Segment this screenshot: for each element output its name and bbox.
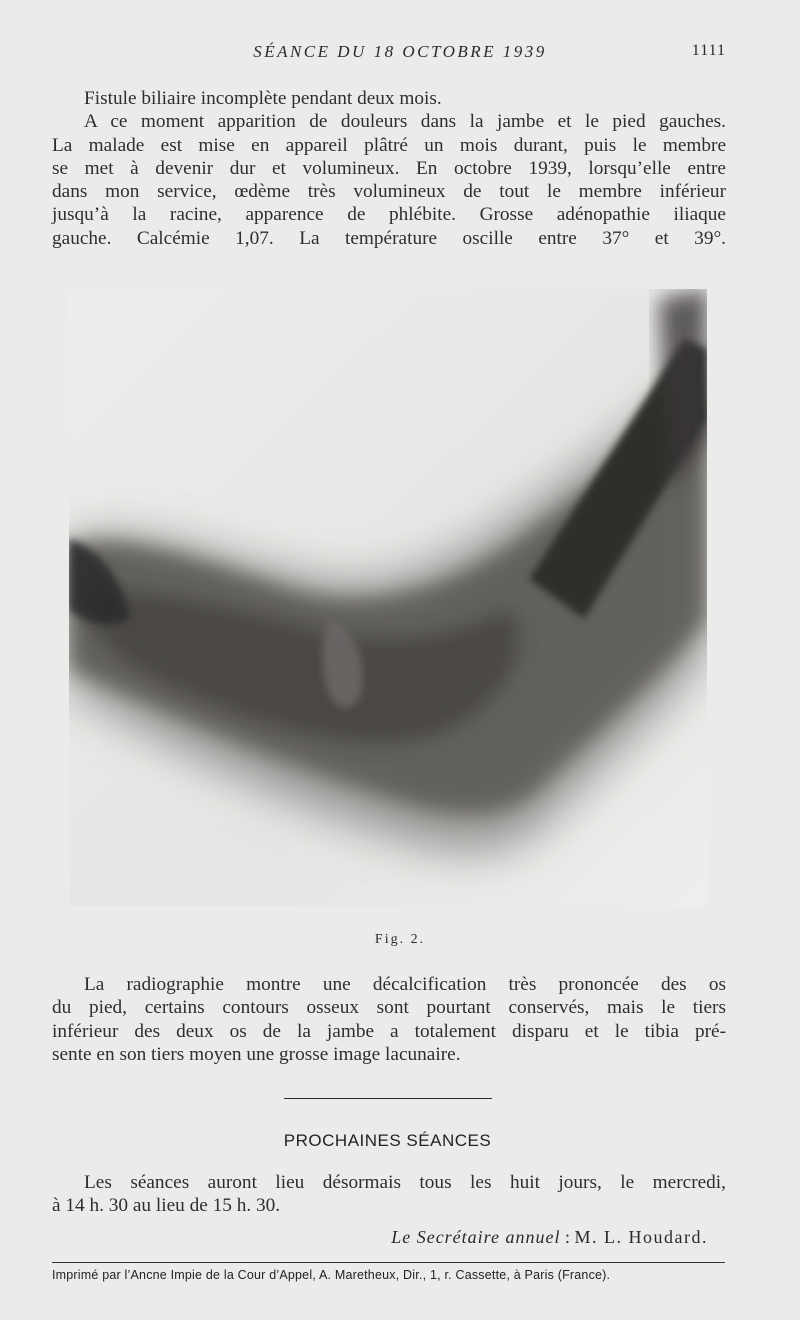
signature-name: M. L. Houdard. xyxy=(574,1227,708,1247)
figure-caption: Fig. 2. xyxy=(374,932,426,947)
signature xyxy=(391,1227,708,1248)
text-line: Fistule biliaire incomplète pendant deux mois. xyxy=(84,88,442,109)
radiograph-description-paragraph xyxy=(52,973,726,1066)
text-line: jusqu’à la racine, apparence de phlébite. Grosse adénopathie iliaque xyxy=(52,204,726,226)
running-title: SÉANCE DU 18 OCTOBRE 1939 xyxy=(253,42,547,61)
case-history-paragraph xyxy=(52,87,726,250)
text-line: du pied, certains contours osseux sont pourtant conservés, mais le tiers xyxy=(52,997,726,1019)
next-sessions-paragraph xyxy=(52,1171,726,1218)
section-heading: PROCHAINES SÉANCES xyxy=(283,1131,492,1150)
footer-rule xyxy=(52,1262,725,1263)
section-divider xyxy=(284,1098,492,1099)
radiograph-image xyxy=(69,289,707,906)
printer-imprint: Imprimé par l’Ancne Impie de la Cour d’Appel, A. Maretheux, Dir., 1, r. Cassette, à Paris (France). xyxy=(52,1268,611,1282)
text-line: La malade est mise en appareil plâtré un mois durant, puis le membre xyxy=(52,134,726,156)
text-line: La radiographie montre une décalcification très prononcée des os xyxy=(84,974,726,995)
text-line: dans mon service, œdème très volumineux de tout le membre inférieur xyxy=(52,181,726,203)
page-number: 1111 xyxy=(691,42,726,59)
text-line: se met à devenir dur et volumineux. En octobre 1939, lorsqu’elle entre xyxy=(52,157,726,179)
text-line: gauche. Calcémie 1,07. La température oscille entre 37° et 39°. xyxy=(52,227,726,249)
text-line: sente en son tiers moyen une grosse image lacunaire. xyxy=(52,1043,461,1065)
running-head xyxy=(0,40,800,66)
signature-separator: : xyxy=(560,1227,575,1247)
text-line: inférieur des deux os de la jambe a totalement disparu et le tibia pré- xyxy=(52,1020,726,1042)
text-line: A ce moment apparition de douleurs dans la jambe et le pied gauches. xyxy=(84,111,726,133)
radiograph-figure xyxy=(69,289,707,906)
signature-role: Le Secrétaire annuel xyxy=(391,1227,561,1247)
text-line: à 14 h. 30 au lieu de 15 h. 30. xyxy=(52,1195,281,1217)
text-line: Les séances auront lieu désormais tous les huit jours, le mercredi, xyxy=(84,1172,726,1193)
